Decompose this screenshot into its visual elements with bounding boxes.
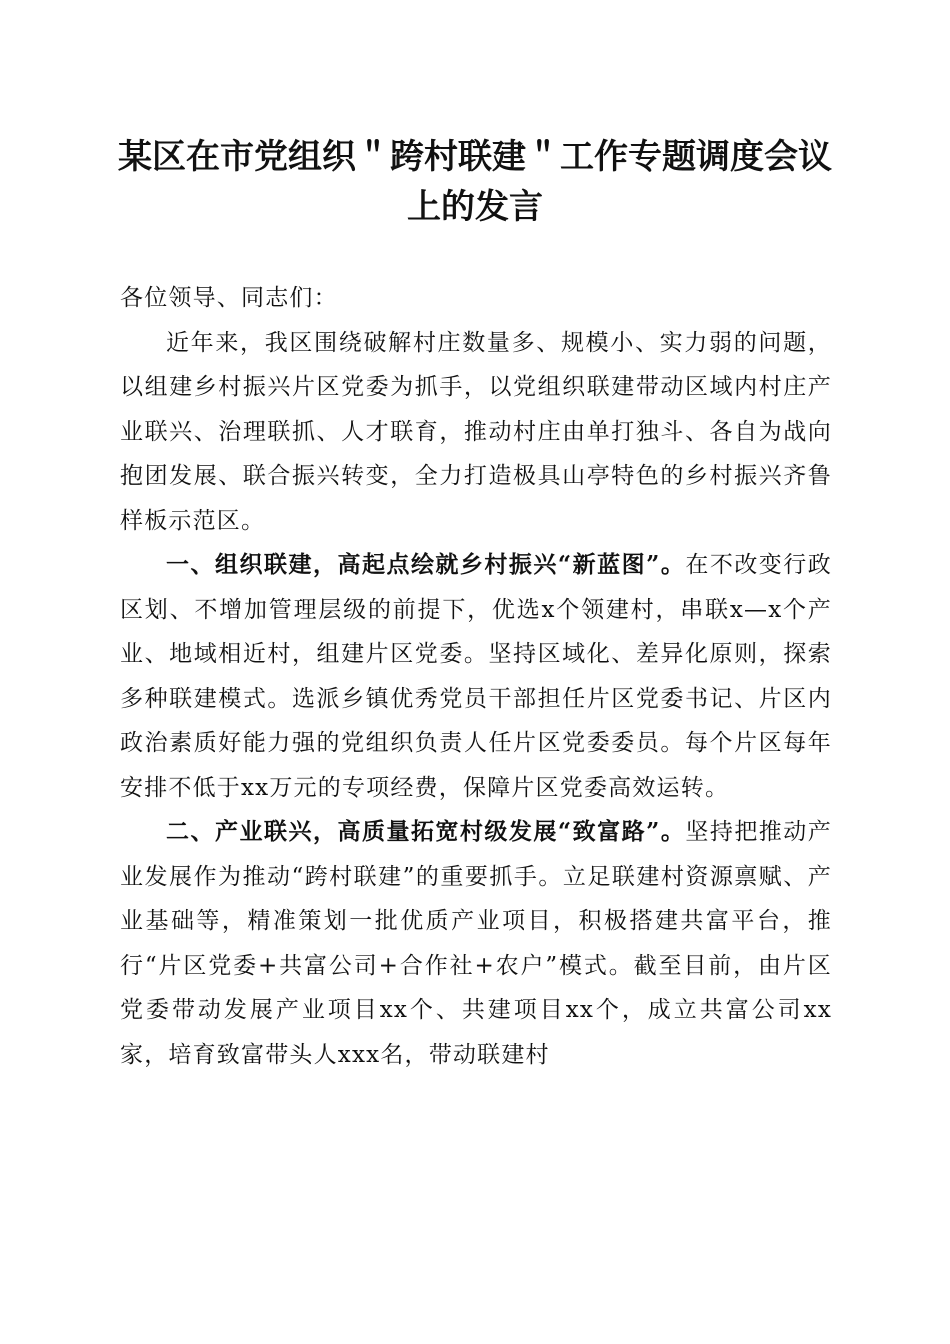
intro-paragraph: 近年来，我区围绕破解村庄数量多、规模小、实力弱的问题，以组建乡村振兴片区党委为抓手，以党组织联建带动区域内村庄产业联兴、治理联抓、人才联育，推动村庄由单打独斗、各自为战向抱团发展、联合振兴转变，全力打造极具山亭特色的乡村振兴齐鲁样板示范区。 — [120, 329, 832, 534]
section-one-heading: 一、组织联建，高起点绘就乡村振兴“新蓝图”。 — [166, 551, 686, 578]
section-two-heading: 二、产业联兴，高质量拓宽村级发展“致富路”。 — [166, 818, 686, 845]
document-title: 某区在市党组织＂跨村联建＂工作专题调度会议上的发言 — [118, 137, 832, 227]
salutation: 各位领导、同志们： — [120, 285, 338, 311]
section-one-paragraph — [120, 543, 832, 810]
section-two-text: 坚持把推动产业发展作为推动“跨村联建”的重要抓手。立足联建村资源禀赋、产业基础等，精准策划一批优质产业项目，积极搭建共富平台，推行“片区党委+共富公司+合作社+农户”模式。截至目前，由片区党委带动发展产业项目xx个、共建项目xx个，成立共富公司xx家，培育致富带头人xxx名，带动联建村 — [120, 819, 832, 1068]
section-one-text: 在不改变行政区划、不增加管理层级的前提下，优选x个领建村，串联x—x个产业、地域相近村，组建片区党委。坚持区域化、差异化原则，探索多种联建模式。选派乡镇优秀党员干部担任片区党委书记、片区内政治素质好能力强的党组织负责人任片区党委委员。每个片区每年安排不低于xx万元的专项经费，保障片区党委高效运转。 — [120, 552, 832, 801]
document-body — [120, 276, 832, 1077]
section-two-paragraph — [120, 810, 832, 1077]
